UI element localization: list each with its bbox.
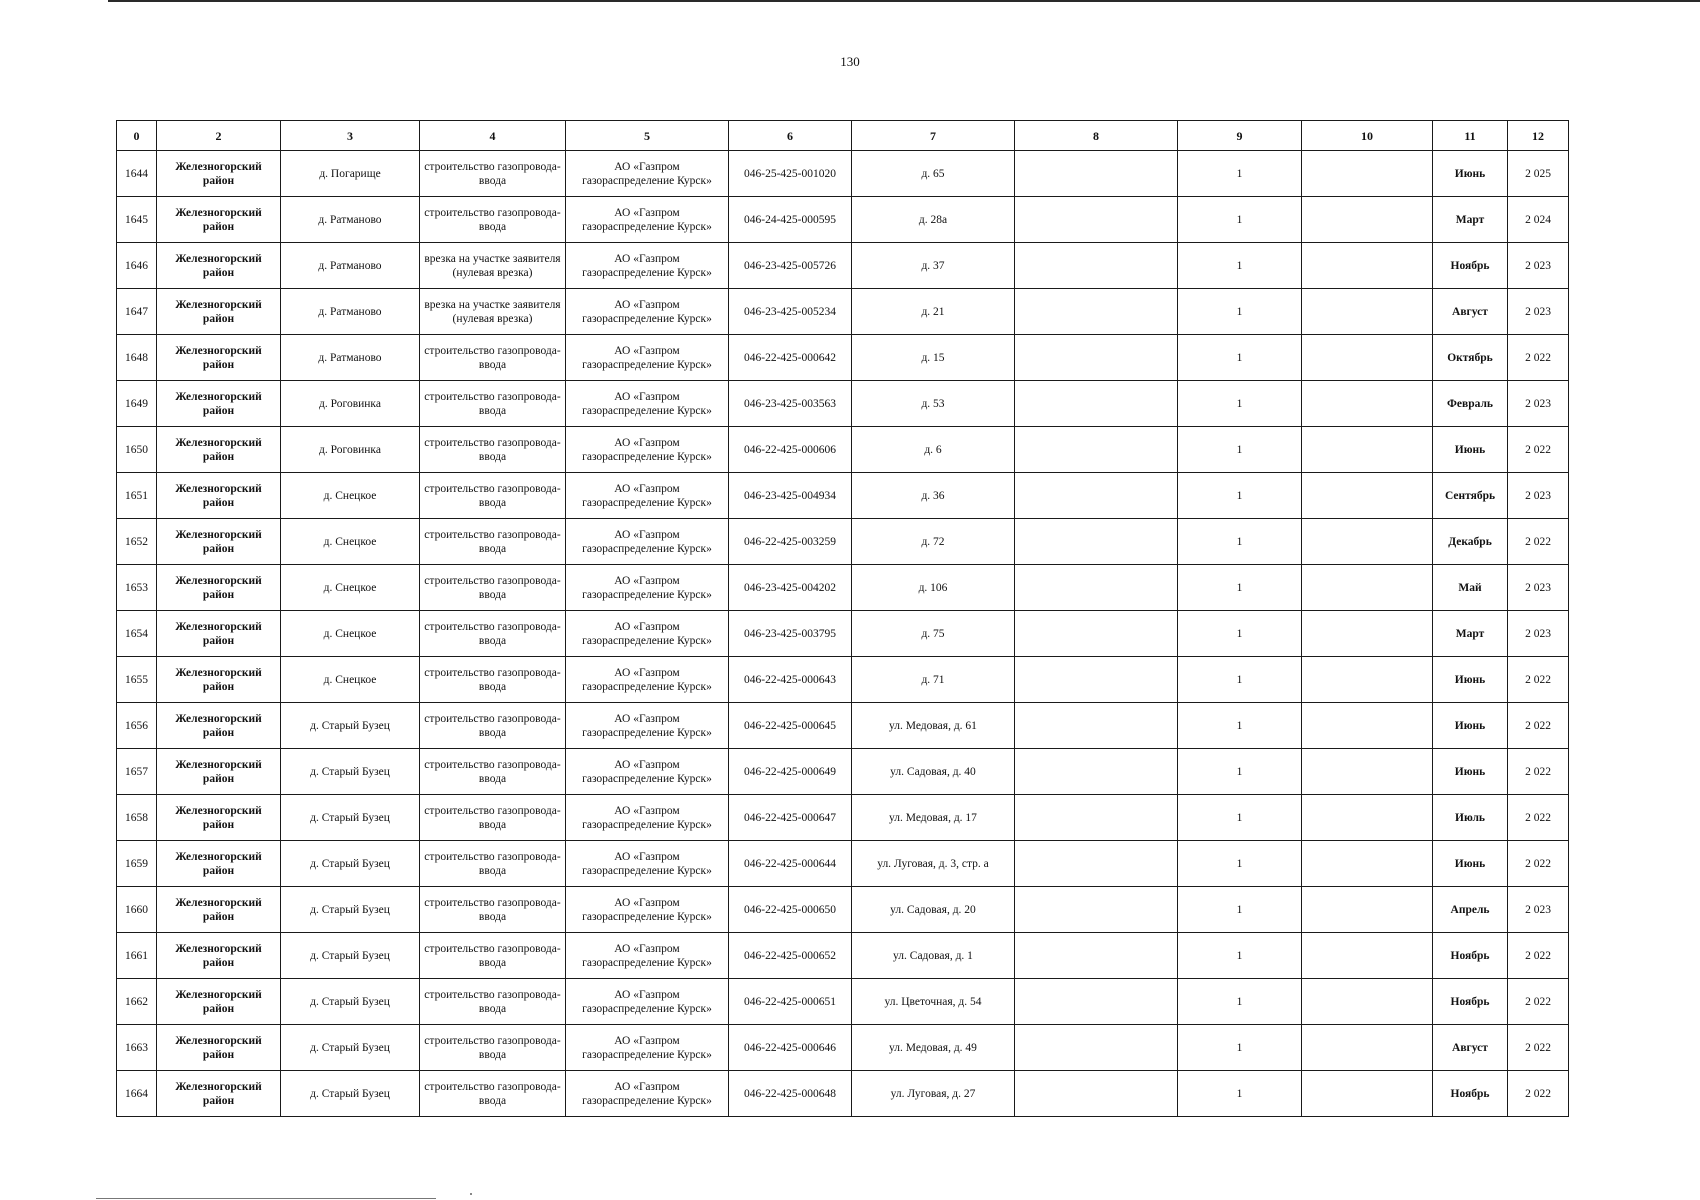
column-10-cell — [1302, 519, 1433, 565]
column-10-cell — [1302, 611, 1433, 657]
table-row — [117, 841, 1569, 887]
work-type-cell: строительство газопровода-ввода — [420, 335, 566, 381]
header-row — [117, 121, 1569, 151]
column-8-cell — [1015, 841, 1178, 887]
district-cell: Железногорский район — [157, 887, 281, 933]
registration-code-cell: 046-22-425-000643 — [729, 657, 852, 703]
column-header-7: 7 — [852, 121, 1015, 151]
year-cell: 2 025 — [1508, 151, 1569, 197]
column-8-cell — [1015, 979, 1178, 1025]
registration-code-cell: 046-22-425-000648 — [729, 1071, 852, 1117]
locality-cell: д. Старый Бузец — [281, 979, 420, 1025]
month-cell: Март — [1433, 197, 1508, 243]
column-10-cell — [1302, 381, 1433, 427]
district-cell: Железногорский район — [157, 381, 281, 427]
work-type-cell: строительство газопровода-ввода — [420, 473, 566, 519]
registration-code-cell: 046-22-425-000647 — [729, 795, 852, 841]
page-number: 130 — [840, 54, 860, 69]
organization-cell: АО «Газпром газораспределение Курск» — [566, 519, 729, 565]
year-cell: 2 022 — [1508, 979, 1569, 1025]
month-cell: Август — [1433, 1025, 1508, 1071]
district-cell: Железногорский район — [157, 933, 281, 979]
month-cell: Май — [1433, 565, 1508, 611]
gas-connection-register-table — [116, 120, 1569, 1117]
column-10-cell — [1302, 933, 1433, 979]
organization-cell: АО «Газпром газораспределение Курск» — [566, 151, 729, 197]
quantity-cell: 1 — [1178, 1071, 1302, 1117]
work-type-cell: строительство газопровода-ввода — [420, 703, 566, 749]
column-8-cell — [1015, 565, 1178, 611]
column-8-cell — [1015, 151, 1178, 197]
month-cell: Июнь — [1433, 841, 1508, 887]
month-cell: Октябрь — [1433, 335, 1508, 381]
work-type-cell: строительство газопровода-ввода — [420, 565, 566, 611]
year-cell: 2 022 — [1508, 1071, 1569, 1117]
locality-cell: д. Ратманово — [281, 335, 420, 381]
year-cell: 2 022 — [1508, 427, 1569, 473]
year-cell: 2 023 — [1508, 565, 1569, 611]
quantity-cell: 1 — [1178, 749, 1302, 795]
column-10-cell — [1302, 795, 1433, 841]
column-10-cell — [1302, 565, 1433, 611]
locality-cell: д. Старый Бузец — [281, 887, 420, 933]
quantity-cell: 1 — [1178, 519, 1302, 565]
organization-cell: АО «Газпром газораспределение Курск» — [566, 657, 729, 703]
locality-cell: д. Старый Бузец — [281, 1025, 420, 1071]
year-cell: 2 022 — [1508, 519, 1569, 565]
column-10-cell — [1302, 243, 1433, 289]
registration-code-cell: 046-23-425-005234 — [729, 289, 852, 335]
work-type-cell: строительство газопровода-ввода — [420, 795, 566, 841]
address-cell: ул. Луговая, д. 3, стр. а — [852, 841, 1015, 887]
column-header-3: 3 — [281, 121, 420, 151]
row-number-cell: 1654 — [117, 611, 157, 657]
month-cell: Август — [1433, 289, 1508, 335]
column-8-cell — [1015, 335, 1178, 381]
locality-cell: д. Старый Бузец — [281, 841, 420, 887]
year-cell: 2 022 — [1508, 1025, 1569, 1071]
address-cell: ул. Медовая, д. 49 — [852, 1025, 1015, 1071]
month-cell: Июнь — [1433, 427, 1508, 473]
district-cell: Железногорский район — [157, 519, 281, 565]
month-cell: Ноябрь — [1433, 933, 1508, 979]
organization-cell: АО «Газпром газораспределение Курск» — [566, 381, 729, 427]
work-type-cell: строительство газопровода-ввода — [420, 151, 566, 197]
address-cell: ул. Садовая, д. 20 — [852, 887, 1015, 933]
locality-cell: д. Снецкое — [281, 519, 420, 565]
row-number-cell: 1646 — [117, 243, 157, 289]
organization-cell: АО «Газпром газораспределение Курск» — [566, 473, 729, 519]
district-cell: Железногорский район — [157, 1071, 281, 1117]
quantity-cell: 1 — [1178, 473, 1302, 519]
registration-code-cell: 046-23-425-003795 — [729, 611, 852, 657]
column-header-8: 8 — [1015, 121, 1178, 151]
quantity-cell: 1 — [1178, 427, 1302, 473]
quantity-cell: 1 — [1178, 243, 1302, 289]
registration-code-cell: 046-22-425-000645 — [729, 703, 852, 749]
row-number-cell: 1657 — [117, 749, 157, 795]
work-type-cell: строительство газопровода-ввода — [420, 1071, 566, 1117]
registration-code-cell: 046-22-425-003259 — [729, 519, 852, 565]
year-cell: 2 023 — [1508, 887, 1569, 933]
column-header-10: 10 — [1302, 121, 1433, 151]
column-8-cell — [1015, 519, 1178, 565]
organization-cell: АО «Газпром газораспределение Курск» — [566, 611, 729, 657]
table-row — [117, 933, 1569, 979]
month-cell: Апрель — [1433, 887, 1508, 933]
row-number-cell: 1656 — [117, 703, 157, 749]
organization-cell: АО «Газпром газораспределение Курск» — [566, 887, 729, 933]
quantity-cell: 1 — [1178, 979, 1302, 1025]
month-cell: Декабрь — [1433, 519, 1508, 565]
address-cell: ул. Садовая, д. 1 — [852, 933, 1015, 979]
column-10-cell — [1302, 151, 1433, 197]
work-type-cell: строительство газопровода-ввода — [420, 979, 566, 1025]
table-row — [117, 151, 1569, 197]
quantity-cell: 1 — [1178, 611, 1302, 657]
address-cell: ул. Луговая, д. 27 — [852, 1071, 1015, 1117]
row-number-cell: 1662 — [117, 979, 157, 1025]
month-cell: Ноябрь — [1433, 243, 1508, 289]
address-cell: д. 36 — [852, 473, 1015, 519]
year-cell: 2 022 — [1508, 841, 1569, 887]
locality-cell: д. Роговинка — [281, 381, 420, 427]
district-cell: Железногорский район — [157, 611, 281, 657]
registration-code-cell: 046-24-425-000595 — [729, 197, 852, 243]
locality-cell: д. Ратманово — [281, 243, 420, 289]
district-cell: Железногорский район — [157, 795, 281, 841]
locality-cell: д. Ратманово — [281, 289, 420, 335]
organization-cell: АО «Газпром газораспределение Курск» — [566, 197, 729, 243]
column-8-cell — [1015, 289, 1178, 335]
organization-cell: АО «Газпром газораспределение Курск» — [566, 795, 729, 841]
column-10-cell — [1302, 473, 1433, 519]
work-type-cell: строительство газопровода-ввода — [420, 1025, 566, 1071]
column-8-cell — [1015, 887, 1178, 933]
column-8-cell — [1015, 611, 1178, 657]
address-cell: д. 15 — [852, 335, 1015, 381]
row-number-cell: 1652 — [117, 519, 157, 565]
column-8-cell — [1015, 243, 1178, 289]
district-cell: Железногорский район — [157, 749, 281, 795]
quantity-cell: 1 — [1178, 197, 1302, 243]
registration-code-cell: 046-22-425-000649 — [729, 749, 852, 795]
table-row — [117, 519, 1569, 565]
work-type-cell: строительство газопровода-ввода — [420, 427, 566, 473]
column-8-cell — [1015, 933, 1178, 979]
column-10-cell — [1302, 427, 1433, 473]
address-cell: д. 37 — [852, 243, 1015, 289]
work-type-cell: строительство газопровода-ввода — [420, 887, 566, 933]
month-cell: Март — [1433, 611, 1508, 657]
year-cell: 2 022 — [1508, 335, 1569, 381]
address-cell: д. 106 — [852, 565, 1015, 611]
row-number-cell: 1658 — [117, 795, 157, 841]
month-cell: Июнь — [1433, 151, 1508, 197]
year-cell: 2 022 — [1508, 749, 1569, 795]
column-10-cell — [1302, 703, 1433, 749]
column-header-0: 0 — [117, 121, 157, 151]
table-row — [117, 197, 1569, 243]
year-cell: 2 022 — [1508, 795, 1569, 841]
locality-cell: д. Старый Бузец — [281, 1071, 420, 1117]
address-cell: д. 75 — [852, 611, 1015, 657]
organization-cell: АО «Газпром газораспределение Курск» — [566, 335, 729, 381]
address-cell: д. 65 — [852, 151, 1015, 197]
column-10-cell — [1302, 841, 1433, 887]
district-cell: Железногорский район — [157, 427, 281, 473]
organization-cell: АО «Газпром газораспределение Курск» — [566, 289, 729, 335]
column-10-cell — [1302, 749, 1433, 795]
column-header-11: 11 — [1433, 121, 1508, 151]
table-row — [117, 289, 1569, 335]
table-row — [117, 427, 1569, 473]
table-row — [117, 243, 1569, 289]
row-number-cell: 1647 — [117, 289, 157, 335]
table-row — [117, 565, 1569, 611]
column-8-cell — [1015, 427, 1178, 473]
organization-cell: АО «Газпром газораспределение Курск» — [566, 565, 729, 611]
locality-cell: д. Ратманово — [281, 197, 420, 243]
column-8-cell — [1015, 473, 1178, 519]
column-10-cell — [1302, 887, 1433, 933]
month-cell: Июнь — [1433, 657, 1508, 703]
row-number-cell: 1649 — [117, 381, 157, 427]
work-type-cell: строительство газопровода-ввода — [420, 841, 566, 887]
month-cell: Февраль — [1433, 381, 1508, 427]
address-cell: д. 53 — [852, 381, 1015, 427]
work-type-cell: строительство газопровода-ввода — [420, 749, 566, 795]
registration-code-cell: 046-22-425-000652 — [729, 933, 852, 979]
quantity-cell: 1 — [1178, 335, 1302, 381]
quantity-cell: 1 — [1178, 381, 1302, 427]
district-cell: Железногорский район — [157, 1025, 281, 1071]
column-10-cell — [1302, 197, 1433, 243]
quantity-cell: 1 — [1178, 289, 1302, 335]
locality-cell: д. Снецкое — [281, 657, 420, 703]
work-type-cell: врезка на участке заявителя (нулевая врезка) — [420, 289, 566, 335]
row-number-cell: 1660 — [117, 887, 157, 933]
column-header-4: 4 — [420, 121, 566, 151]
column-8-cell — [1015, 381, 1178, 427]
table-row — [117, 1025, 1569, 1071]
district-cell: Железногорский район — [157, 243, 281, 289]
month-cell: Ноябрь — [1433, 979, 1508, 1025]
registration-code-cell: 046-22-425-000646 — [729, 1025, 852, 1071]
row-number-cell: 1648 — [117, 335, 157, 381]
organization-cell: АО «Газпром газораспределение Курск» — [566, 749, 729, 795]
month-cell: Сентябрь — [1433, 473, 1508, 519]
table-row — [117, 381, 1569, 427]
month-cell: Июнь — [1433, 749, 1508, 795]
year-cell: 2 023 — [1508, 473, 1569, 519]
column-header-5: 5 — [566, 121, 729, 151]
organization-cell: АО «Газпром газораспределение Курск» — [566, 703, 729, 749]
registration-code-cell: 046-22-425-000651 — [729, 979, 852, 1025]
table-row — [117, 887, 1569, 933]
quantity-cell: 1 — [1178, 933, 1302, 979]
column-8-cell — [1015, 795, 1178, 841]
registration-code-cell: 046-22-425-000650 — [729, 887, 852, 933]
district-cell: Железногорский район — [157, 979, 281, 1025]
district-cell: Железногорский район — [157, 151, 281, 197]
column-8-cell — [1015, 749, 1178, 795]
row-number-cell: 1661 — [117, 933, 157, 979]
row-number-cell: 1645 — [117, 197, 157, 243]
locality-cell: д. Старый Бузец — [281, 703, 420, 749]
quantity-cell: 1 — [1178, 703, 1302, 749]
quantity-cell: 1 — [1178, 657, 1302, 703]
column-10-cell — [1302, 1025, 1433, 1071]
column-10-cell — [1302, 657, 1433, 703]
registration-code-cell: 046-23-425-005726 — [729, 243, 852, 289]
work-type-cell: строительство газопровода-ввода — [420, 657, 566, 703]
column-10-cell — [1302, 1071, 1433, 1117]
table-row — [117, 703, 1569, 749]
row-number-cell: 1659 — [117, 841, 157, 887]
address-cell: д. 28а — [852, 197, 1015, 243]
table-row — [117, 749, 1569, 795]
column-8-cell — [1015, 1025, 1178, 1071]
column-header-9: 9 — [1178, 121, 1302, 151]
table-row — [117, 979, 1569, 1025]
quantity-cell: 1 — [1178, 795, 1302, 841]
bottom-scan-dot — [470, 1193, 472, 1195]
registration-code-cell: 046-22-425-000644 — [729, 841, 852, 887]
address-cell: ул. Медовая, д. 61 — [852, 703, 1015, 749]
registration-code-cell: 046-23-425-004934 — [729, 473, 852, 519]
table-row — [117, 657, 1569, 703]
column-header-6: 6 — [729, 121, 852, 151]
locality-cell: д. Роговинка — [281, 427, 420, 473]
organization-cell: АО «Газпром газораспределение Курск» — [566, 1071, 729, 1117]
organization-cell: АО «Газпром газораспределение Курск» — [566, 243, 729, 289]
column-10-cell — [1302, 335, 1433, 381]
address-cell: д. 72 — [852, 519, 1015, 565]
district-cell: Железногорский район — [157, 335, 281, 381]
table-row — [117, 1071, 1569, 1117]
district-cell: Железногорский район — [157, 289, 281, 335]
year-cell: 2 022 — [1508, 933, 1569, 979]
year-cell: 2 022 — [1508, 703, 1569, 749]
work-type-cell: врезка на участке заявителя (нулевая врезка) — [420, 243, 566, 289]
district-cell: Железногорский район — [157, 841, 281, 887]
column-10-cell — [1302, 979, 1433, 1025]
quantity-cell: 1 — [1178, 841, 1302, 887]
address-cell: ул. Медовая, д. 17 — [852, 795, 1015, 841]
year-cell: 2 024 — [1508, 197, 1569, 243]
column-10-cell — [1302, 289, 1433, 335]
work-type-cell: строительство газопровода-ввода — [420, 519, 566, 565]
locality-cell: д. Снецкое — [281, 473, 420, 519]
locality-cell: д. Погарище — [281, 151, 420, 197]
column-header-2: 2 — [157, 121, 281, 151]
organization-cell: АО «Газпром газораспределение Курск» — [566, 933, 729, 979]
year-cell: 2 022 — [1508, 657, 1569, 703]
year-cell: 2 023 — [1508, 611, 1569, 657]
quantity-cell: 1 — [1178, 151, 1302, 197]
work-type-cell: строительство газопровода-ввода — [420, 197, 566, 243]
organization-cell: АО «Газпром газораспределение Курск» — [566, 427, 729, 473]
table-row — [117, 335, 1569, 381]
organization-cell: АО «Газпром газораспределение Курск» — [566, 979, 729, 1025]
locality-cell: д. Старый Бузец — [281, 933, 420, 979]
column-8-cell — [1015, 703, 1178, 749]
top-border-line — [108, 0, 1700, 2]
table-row — [117, 611, 1569, 657]
address-cell: ул. Цветочная, д. 54 — [852, 979, 1015, 1025]
table-body — [117, 151, 1569, 1117]
row-number-cell: 1653 — [117, 565, 157, 611]
month-cell: Июль — [1433, 795, 1508, 841]
year-cell: 2 023 — [1508, 289, 1569, 335]
address-cell: д. 21 — [852, 289, 1015, 335]
district-cell: Железногорский район — [157, 197, 281, 243]
address-cell: д. 6 — [852, 427, 1015, 473]
district-cell: Железногорский район — [157, 473, 281, 519]
district-cell: Железногорский район — [157, 565, 281, 611]
column-header-12: 12 — [1508, 121, 1569, 151]
quantity-cell: 1 — [1178, 1025, 1302, 1071]
organization-cell: АО «Газпром газораспределение Курск» — [566, 1025, 729, 1071]
registration-code-cell: 046-22-425-000642 — [729, 335, 852, 381]
row-number-cell: 1655 — [117, 657, 157, 703]
locality-cell: д. Старый Бузец — [281, 795, 420, 841]
row-number-cell: 1663 — [117, 1025, 157, 1071]
row-number-cell: 1651 — [117, 473, 157, 519]
column-8-cell — [1015, 1071, 1178, 1117]
table-row — [117, 795, 1569, 841]
district-cell: Железногорский район — [157, 657, 281, 703]
month-cell: Ноябрь — [1433, 1071, 1508, 1117]
work-type-cell: строительство газопровода-ввода — [420, 933, 566, 979]
row-number-cell: 1650 — [117, 427, 157, 473]
quantity-cell: 1 — [1178, 565, 1302, 611]
address-cell: ул. Садовая, д. 40 — [852, 749, 1015, 795]
registration-code-cell: 046-25-425-001020 — [729, 151, 852, 197]
quantity-cell: 1 — [1178, 887, 1302, 933]
work-type-cell: строительство газопровода-ввода — [420, 611, 566, 657]
year-cell: 2 023 — [1508, 381, 1569, 427]
locality-cell: д. Снецкое — [281, 565, 420, 611]
work-type-cell: строительство газопровода-ввода — [420, 381, 566, 427]
month-cell: Июнь — [1433, 703, 1508, 749]
table-header — [117, 121, 1569, 151]
locality-cell: д. Старый Бузец — [281, 749, 420, 795]
row-number-cell: 1664 — [117, 1071, 157, 1117]
district-cell: Железногорский район — [157, 703, 281, 749]
column-8-cell — [1015, 197, 1178, 243]
table-row — [117, 473, 1569, 519]
registration-code-cell: 046-23-425-004202 — [729, 565, 852, 611]
row-number-cell: 1644 — [117, 151, 157, 197]
column-8-cell — [1015, 657, 1178, 703]
locality-cell: д. Снецкое — [281, 611, 420, 657]
address-cell: д. 71 — [852, 657, 1015, 703]
bottom-scan-line — [96, 1198, 436, 1199]
year-cell: 2 023 — [1508, 243, 1569, 289]
registration-code-cell: 046-22-425-000606 — [729, 427, 852, 473]
organization-cell: АО «Газпром газораспределение Курск» — [566, 841, 729, 887]
registration-code-cell: 046-23-425-003563 — [729, 381, 852, 427]
